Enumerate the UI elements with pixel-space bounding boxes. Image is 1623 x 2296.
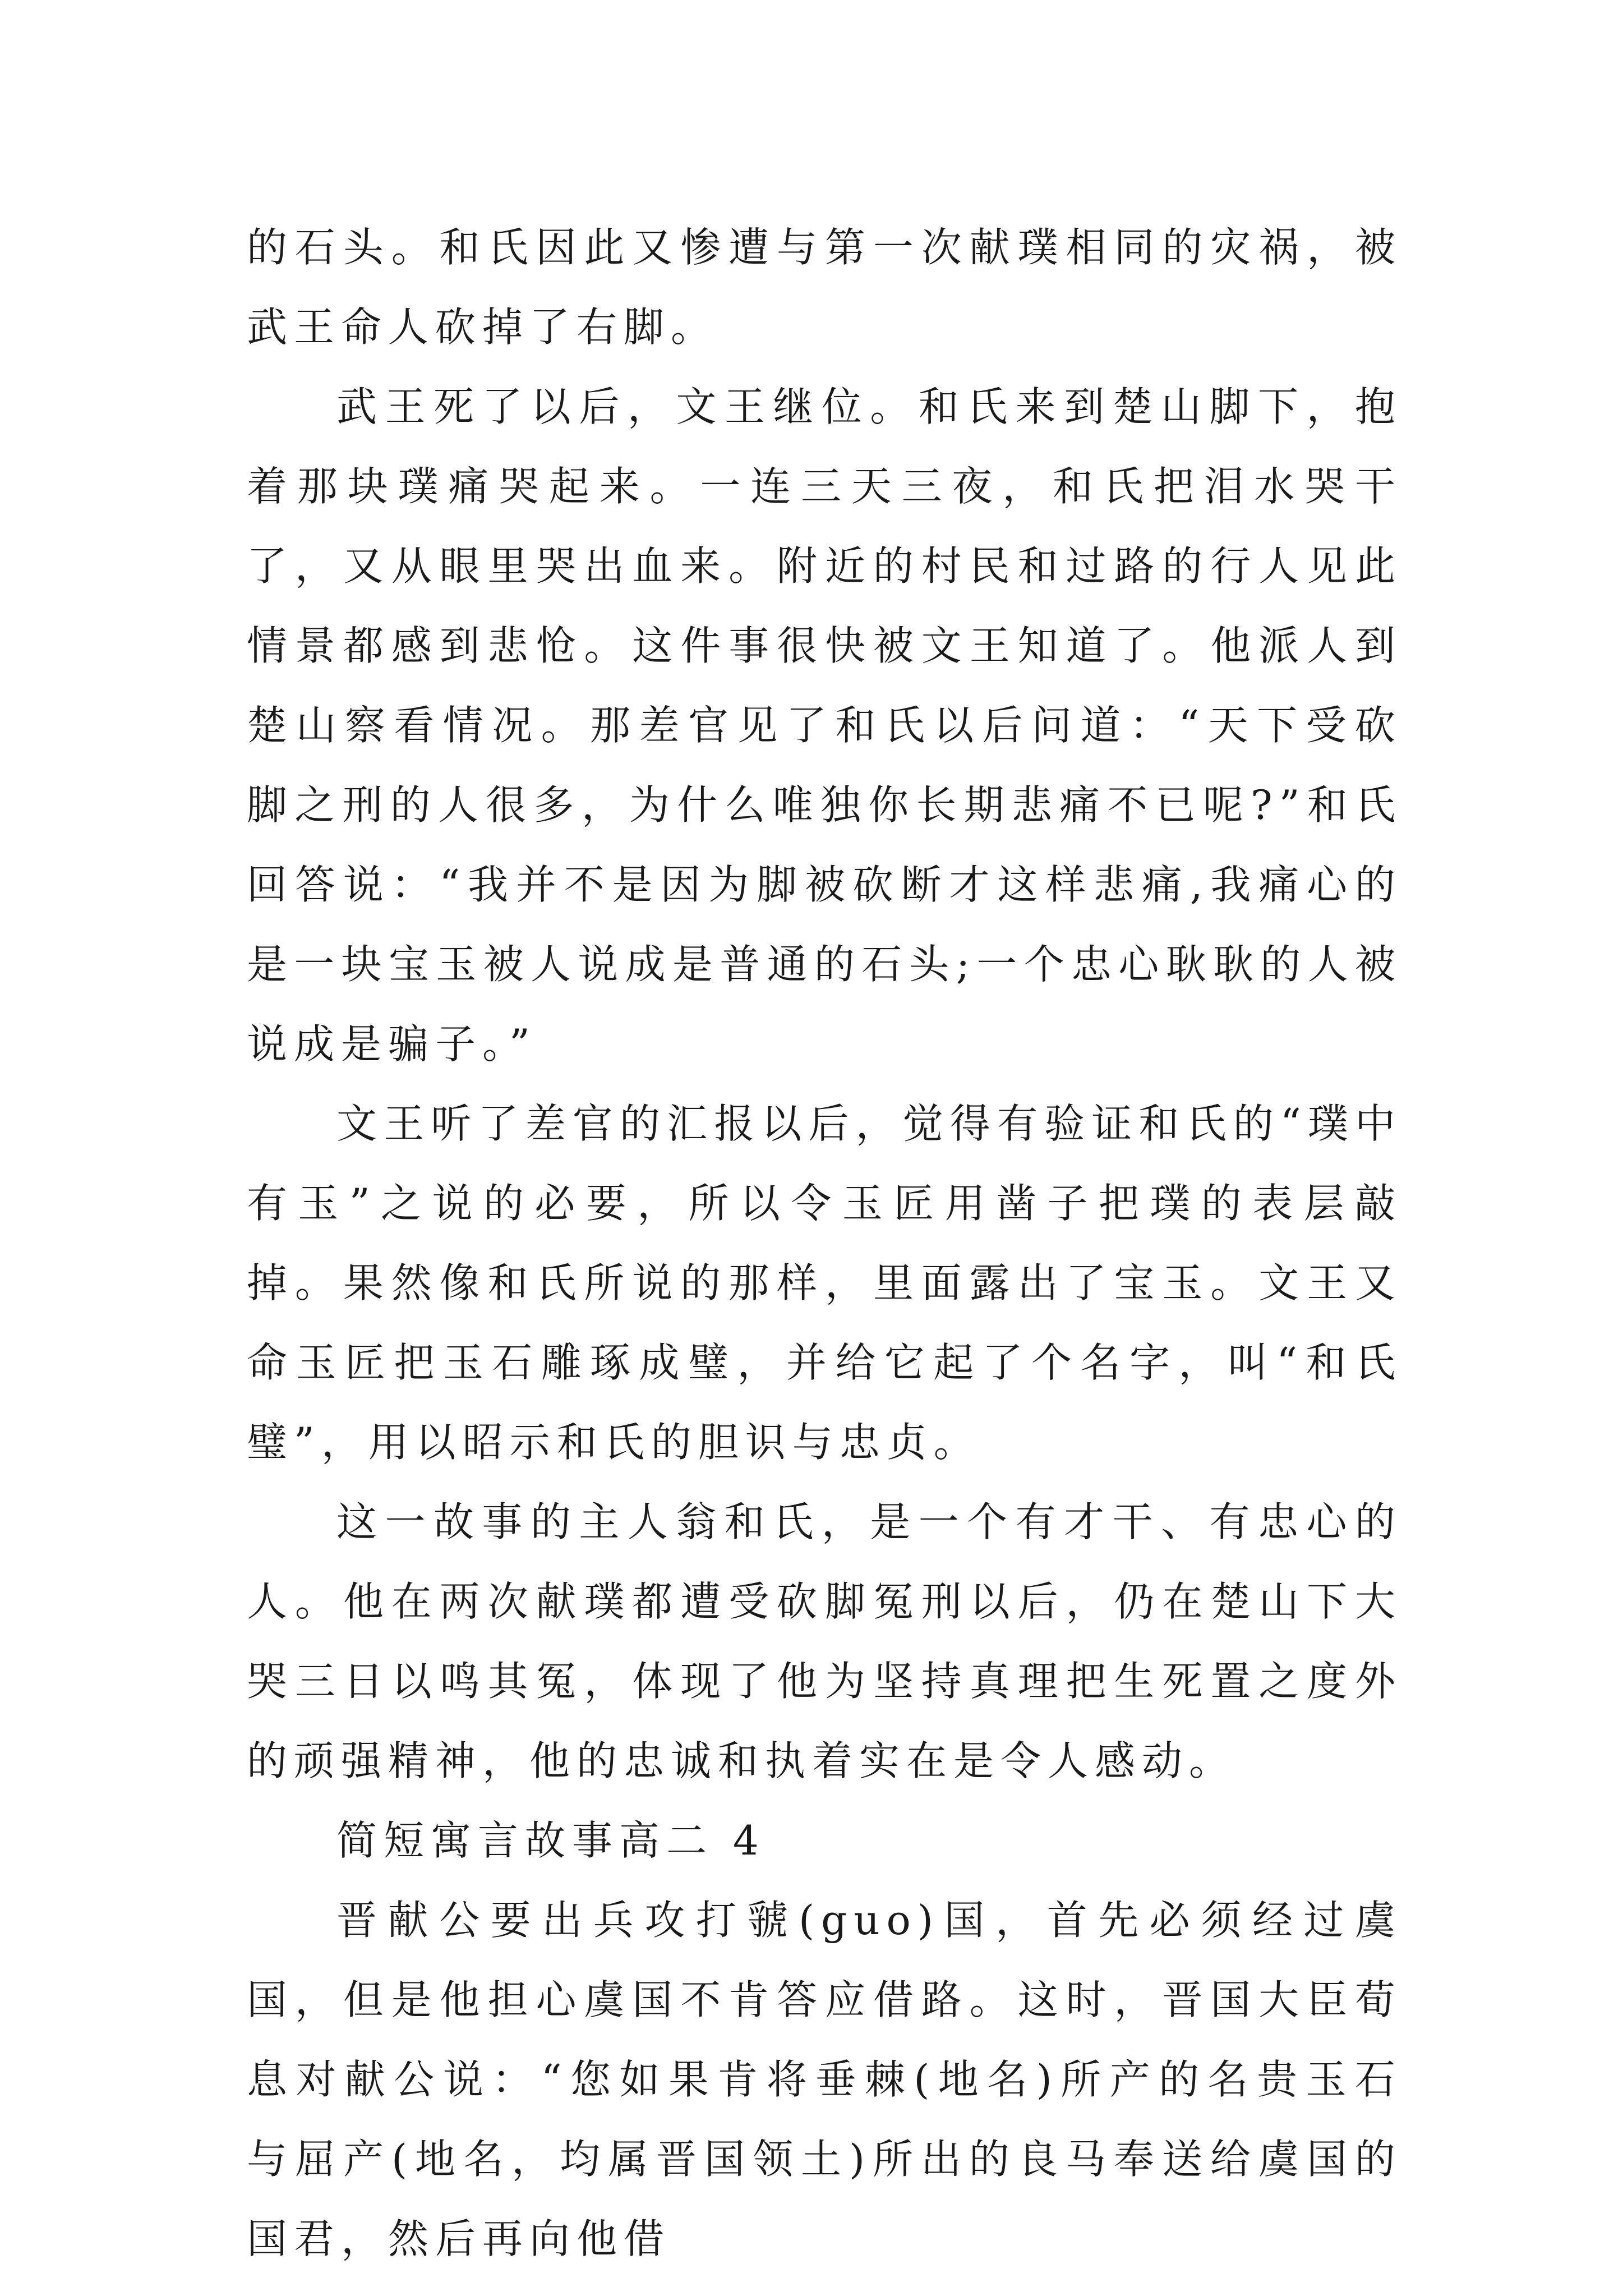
document-body	[247, 208, 1402, 2279]
paragraph-1: 的石头。和氏因此又惨遭与第一次献璞相同的灾祸，被武王命人砍掉了右脚。	[247, 224, 1402, 351]
paragraph-2: 武王死了以后，文王继位。和氏来到楚山脚下，抱着那块璞痛哭起来。一连三天三夜，和氏把泪水哭干了，又从眼里哭出血来。附近的村民和过路的行人见此情景都感到悲怆。这件事很快被文王知道了。他派人到楚山察看情况。那差官见了和氏以后问道：“天下受砍脚之刑的人很多，为什么唯独你长期悲痛不已呢?”和氏回答说：“我并不是因为脚被砍断才这样悲痛,我痛心的是一块宝玉被人说成是普通的石头;一个忠心耿耿的人被说成是骗子。”	[247, 383, 1402, 1068]
paragraph-3: 文王听了差官的汇报以后，觉得有验证和氏的“璞中有玉”之说的必要，所以令玉匠用凿子把璞的表层敲掉。果然像和氏所说的那样，里面露出了宝玉。文王又命玉匠把玉石雕琢成璧，并给它起了个名字，叫“和氏璧”，用以昭示和氏的胆识与忠贞。	[247, 1100, 1402, 1466]
paragraph-5: 晋献公要出兵攻打虢(guo)国，首先必须经过虞国，但是他担心虞国不肯答应借路。这时，晋国大臣荀息对献公说：“您如果肯将垂棘(地名)所产的名贵玉石与屈产(地名，均属晋国领土)所出的良马奉送给虞国的国君，然后再向他借	[247, 1897, 1402, 2262]
section-heading: 简短寓言故事高二 4	[336, 1817, 766, 1864]
paragraph-4: 这一故事的主人翁和氏，是一个有才干、有忠心的人。他在两次献璞都遭受砍脚冤刑以后，仍在楚山下大哭三日以鸣其冤，体现了他为坚持真理把生死置之度外的顽强精神，他的忠诚和执着实在是令人感动。	[247, 1498, 1402, 1784]
